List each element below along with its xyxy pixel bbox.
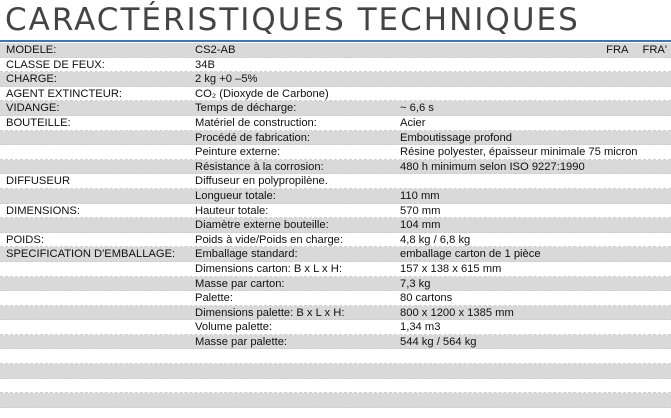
spec-value: Emboutissage profond (400, 131, 512, 144)
spec-sublabel: Diamètre externe bouteille: (195, 219, 329, 232)
table-row (0, 320, 671, 335)
table-row (0, 218, 671, 233)
table-row (0, 247, 671, 262)
table-row (0, 131, 671, 146)
spec-value: 110 mm (400, 189, 440, 202)
spec-value: 1,34 m3 (400, 321, 441, 334)
spec-label: SPECIFICATION D'EMBALLAGE: (6, 248, 176, 261)
table-row (0, 87, 671, 102)
spec-label: VIDANGE: (6, 102, 60, 115)
spec-value: 544 kg / 564 kg (400, 335, 477, 348)
table-row (0, 58, 671, 73)
table-row (0, 204, 671, 219)
title-divider (0, 40, 671, 42)
table-row (0, 101, 671, 116)
spec-value: 7,3 kg (400, 277, 431, 290)
table-row (0, 145, 671, 160)
table-row (0, 43, 671, 58)
language-codes (592, 43, 667, 58)
table-row (0, 262, 671, 277)
table-row (0, 277, 671, 292)
table-row (0, 393, 671, 408)
spec-sublabel: Poids à vide/Poids en charge: (195, 233, 344, 246)
spec-value: 570 mm (400, 204, 441, 217)
table-row (0, 306, 671, 321)
spec-value: 4,8 kg / 6,8 kg (400, 233, 471, 246)
spec-label: MODELE: (6, 44, 57, 56)
spec-value: 157 x 138 x 615 mm (400, 262, 502, 275)
spec-label: CHARGE: (6, 73, 57, 86)
spec-label: CLASSE DE FEUX: (6, 58, 105, 71)
spec-sublabel: Hauteur totale: (195, 204, 269, 217)
spec-sublabel: CO₂ (Dioxyde de Carbone) (195, 87, 329, 100)
spec-label: POIDS: (6, 233, 44, 246)
spec-value: 480 h minimum selon ISO 9227:1990 (400, 160, 585, 173)
spec-sublabel: Dimensions carton: B x L x H: (195, 262, 342, 275)
table-row (0, 174, 671, 189)
spec-sublabel: Temps de décharge: (195, 102, 297, 115)
spec-value: 104 mm (400, 219, 441, 232)
spec-sublabel: Emballage standard: (195, 248, 298, 261)
table-row (0, 116, 671, 131)
spec-sublabel: 2 kg +0 –5% (195, 73, 258, 86)
spec-label: DIMENSIONS: (6, 204, 80, 217)
spec-value: 800 x 1200 x 1385 mm (400, 306, 514, 319)
spec-sublabel: Dimensions palette: B x L x H: (195, 306, 345, 319)
spec-sublabel: 34B (195, 58, 215, 71)
spec-sublabel: Matériel de construction: (195, 116, 317, 129)
spec-sublabel: Palette: (195, 292, 233, 305)
table-row (0, 72, 671, 87)
table-row (0, 349, 671, 364)
table-row (0, 291, 671, 306)
spec-value: 80 cartons (400, 292, 453, 305)
spec-sublabel: Volume palette: (195, 321, 273, 334)
spec-value: Acier (400, 116, 426, 129)
spec-sublabel: CS2-AB (195, 44, 236, 56)
table-row (0, 160, 671, 175)
table-row (0, 233, 671, 248)
table-row (0, 189, 671, 204)
spec-sublabel: Masse par carton: (195, 277, 285, 290)
table-row (0, 379, 671, 394)
spec-value: Résine polyester, épaisseur minimale 75 micron (400, 146, 638, 159)
spec-sublabel: Peinture externe: (195, 146, 281, 159)
table-row (0, 335, 671, 350)
page-title: CARACTÉRISTIQUES TECHNIQUES (5, 2, 580, 38)
table-row (0, 364, 671, 379)
language-code: FRA (606, 44, 629, 56)
spec-label: AGENT EXTINCTEUR: (6, 87, 123, 100)
spec-sublabel: Masse par palette: (195, 335, 288, 348)
spec-label: DIFFUSEUR (6, 175, 71, 188)
spec-sublabel: Diffuseur en polypropilène. (195, 175, 328, 188)
spec-sublabel: Résistance à la corrosion: (195, 160, 324, 173)
spec-sublabel: Procédé de fabrication: (195, 131, 311, 144)
language-code: FRA' (642, 44, 667, 56)
spec-value: emballage carton de 1 pièce (400, 248, 541, 261)
spec-label: BOUTEILLE: (6, 116, 71, 129)
spec-sublabel: Longueur totale: (195, 189, 276, 202)
spec-table (0, 43, 671, 408)
spec-value: ~ 6,6 s (400, 102, 434, 115)
